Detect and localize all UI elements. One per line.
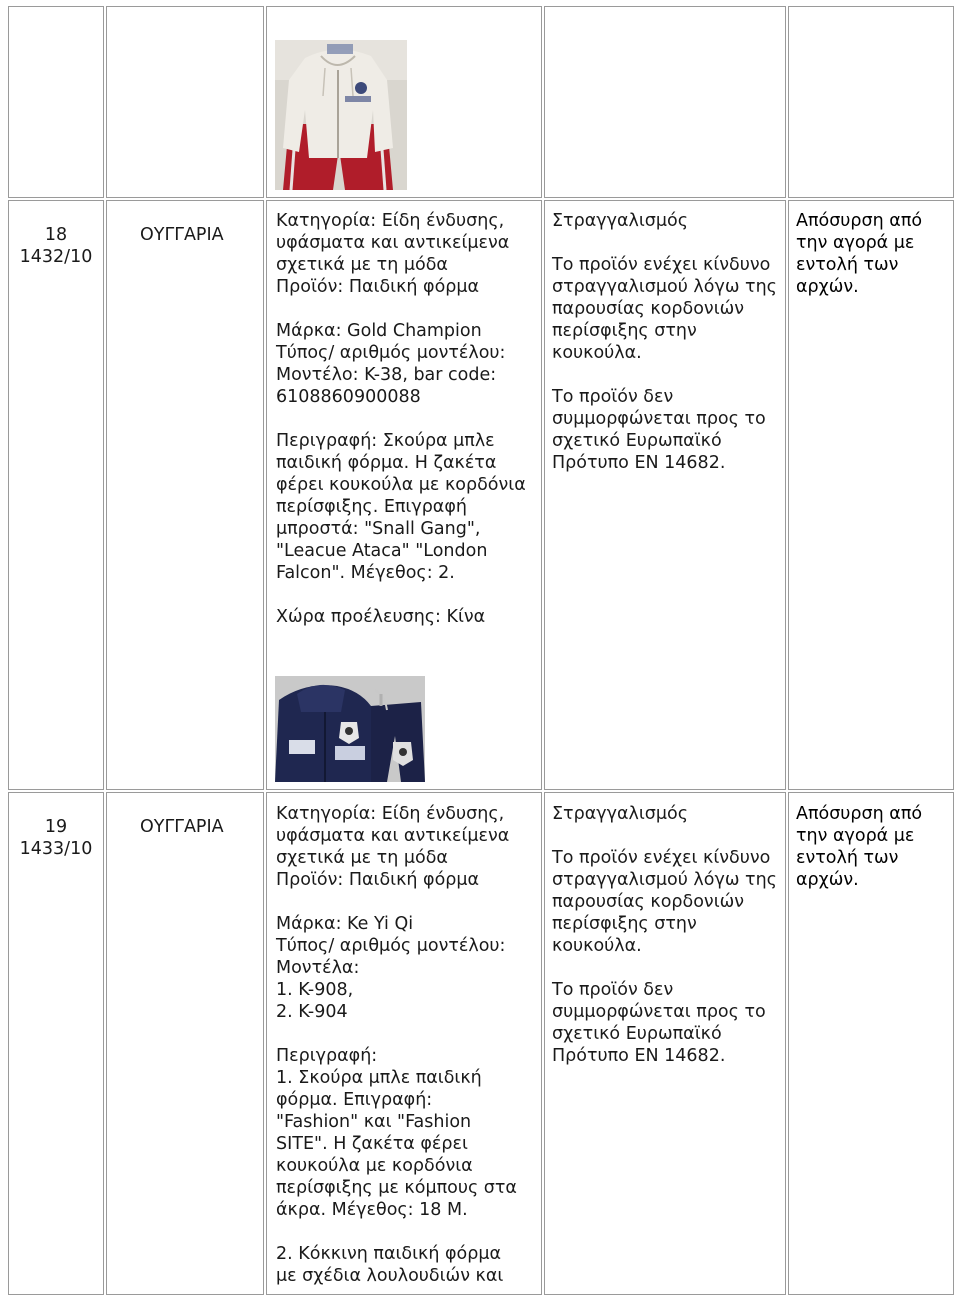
risk-type: Στραγγαλισμός — [552, 211, 688, 231]
country-18: ΟΥΓΓΑΡΙΑ — [140, 225, 224, 245]
measures-text: Απόσυρση από την αγορά με εντολή των αρχών. — [796, 211, 923, 297]
measures-18 — [796, 210, 951, 298]
cell-country — [106, 792, 264, 1295]
measures-text: Απόσυρση από την αγορά με εντολή των αρχών. — [796, 804, 923, 890]
product-brand-model: Μάρκα: Gold Champion Τύπος/ αριθμός μοντέλου: Μοντέλο: K-38, bar code: 6108860900088 — [276, 321, 506, 407]
cell-prev-measures — [788, 6, 954, 198]
risk-standard: Το προϊόν δεν συμμορφώνεται προς το σχετικό Ευρωπαϊκό Πρότυπο ΕΝ 14682. — [552, 387, 766, 473]
product-brand-model: Μάρκα: Ke Yi Qi Τύπος/ αριθμός μοντέλου: Μοντέλα: 1. K-908, 2. K-904 — [276, 914, 506, 1022]
product-photo-previous — [275, 40, 407, 190]
country-19: ΟΥΓΓΑΡΙΑ — [140, 817, 224, 837]
entry-code: 1433/10 — [19, 839, 93, 859]
risk-description-18 — [552, 210, 784, 474]
entry-number: 18 — [44, 225, 68, 245]
entry-id-19 — [8, 816, 104, 860]
entry-code: 1432/10 — [19, 247, 93, 267]
risk-explanation: Το προϊόν ενέχει κίνδυνο στραγγαλισμού λόγω της παρουσίας κορδονιών περίσφιξης στην κουκούλα. — [552, 255, 777, 363]
measures-19 — [796, 803, 951, 891]
cell-number — [8, 792, 104, 1295]
product-photo-18 — [275, 676, 425, 782]
product-category: Κατηγορία: Είδη ένδυσης, υφάσματα και αντικείμενα σχετικά με τη μόδα Προϊόν: Παιδική φόρμα — [276, 804, 510, 890]
risk-type: Στραγγαλισμός — [552, 804, 688, 824]
product-origin: Χώρα προέλευσης: Κίνα — [276, 607, 486, 627]
cell-number — [8, 200, 104, 790]
product-description-continued: 2. Κόκκινη παιδική φόρμα με σχέδια λουλουδιών και — [276, 1244, 504, 1286]
product-description-19 — [276, 803, 541, 1287]
product-description-18 — [276, 210, 541, 628]
cell-prev-number — [8, 6, 104, 198]
entry-id-18 — [8, 224, 104, 268]
product-description: Περιγραφή: 1. Σκούρα μπλε παιδική φόρμα. Επιγραφή: "Fashion" και "Fashion SITE". Η ζακέτα φέρει κουκούλα με κορδόνια περίσφιξης με κόμπους στα άκρα. Μέγεθος: 18 Μ. — [276, 1046, 517, 1220]
risk-explanation: Το προϊόν ενέχει κίνδυνο στραγγαλισμού λόγω της παρουσίας κορδονιών περίσφιξης στην κουκούλα. — [552, 848, 777, 956]
risk-description-19 — [552, 803, 784, 1067]
entry-number: 19 — [44, 817, 68, 837]
product-description: Περιγραφή: Σκούρα μπλε παιδική φόρμα. Η ζακέτα φέρει κουκούλα με κορδόνια περίσφιξης. Επιγραφή μπροστά: "Snall Gang", "Leacue Ataca" "London Falcon". Μέγεθος: 2. — [276, 431, 526, 583]
cell-prev-country — [106, 6, 264, 198]
cell-prev-risk — [544, 6, 786, 198]
cell-country — [106, 200, 264, 790]
product-category: Κατηγορία: Είδη ένδυσης, υφάσματα και αντικείμενα σχετικά με τη μόδα Προϊόν: Παιδική φόρμα — [276, 211, 510, 297]
risk-standard: Το προϊόν δεν συμμορφώνεται προς το σχετικό Ευρωπαϊκό Πρότυπο ΕΝ 14682. — [552, 980, 766, 1066]
